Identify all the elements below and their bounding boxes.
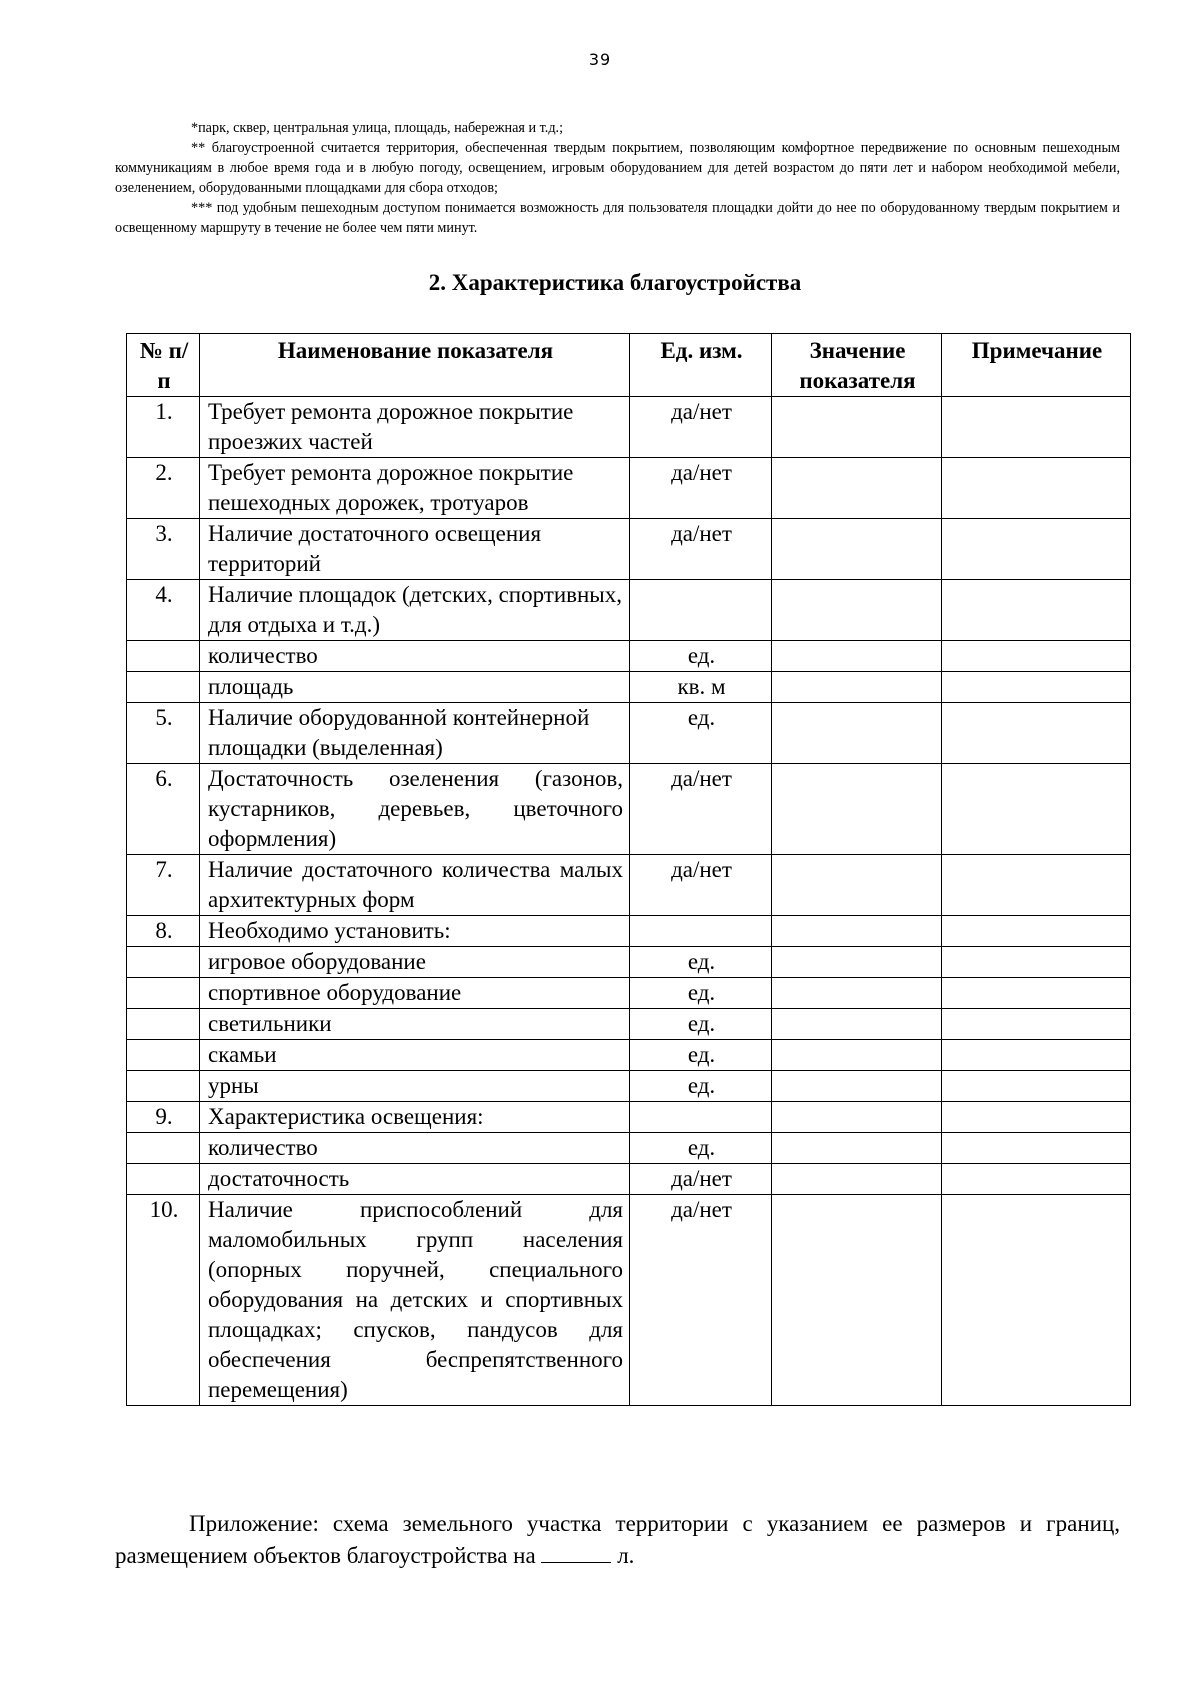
row-unit: да/нет xyxy=(630,855,772,916)
header-unit: Ед. изм. xyxy=(630,334,772,397)
table-row xyxy=(127,519,1131,580)
row-num xyxy=(127,1040,200,1071)
row-unit: да/нет xyxy=(630,519,772,580)
table-row xyxy=(127,1133,1131,1164)
row-name: Требует ремонта дорожное покрытие пешеходных дорожек, тротуаров xyxy=(200,458,630,519)
row-num: 5. xyxy=(127,703,200,764)
appendix-note xyxy=(115,1508,1120,1572)
row-note-cell xyxy=(942,916,1131,947)
table-row xyxy=(127,1009,1131,1040)
footnote-1: *парк, сквер, центральная улица, площадь, набережная и т.д.; xyxy=(191,120,564,136)
row-num: 8. xyxy=(127,916,200,947)
row-num: 2. xyxy=(127,458,200,519)
header-value: Значение показателя xyxy=(772,334,942,397)
row-value-cell xyxy=(772,672,942,703)
row-note-cell xyxy=(942,1071,1131,1102)
row-note-cell xyxy=(942,764,1131,855)
row-value-cell xyxy=(772,1009,942,1040)
table-row xyxy=(127,916,1131,947)
row-unit: да/нет xyxy=(630,458,772,519)
row-value-cell xyxy=(772,855,942,916)
row-note-cell xyxy=(942,672,1131,703)
row-note-cell xyxy=(942,397,1131,458)
row-value-cell xyxy=(772,1102,942,1133)
row-value-cell xyxy=(772,1195,942,1406)
row-num xyxy=(127,978,200,1009)
row-name: Необходимо установить: xyxy=(200,916,630,947)
row-value-cell xyxy=(772,641,942,672)
row-note-cell xyxy=(942,1009,1131,1040)
row-unit xyxy=(630,580,772,641)
row-unit: да/нет xyxy=(630,1164,772,1195)
table-row xyxy=(127,641,1131,672)
row-value-cell xyxy=(772,947,942,978)
row-name: Наличие оборудованной контейнерной площадки (выделенная) xyxy=(200,703,630,764)
row-num xyxy=(127,641,200,672)
row-value-cell xyxy=(772,1133,942,1164)
row-unit: ед. xyxy=(630,1071,772,1102)
page-number: 39 xyxy=(588,50,612,69)
row-note-cell xyxy=(942,1164,1131,1195)
row-name: Наличие достаточного освещения территорий xyxy=(200,519,630,580)
row-num: 10. xyxy=(127,1195,200,1406)
row-name: светильники xyxy=(200,1009,630,1040)
table-row xyxy=(127,1164,1131,1195)
row-note-cell xyxy=(942,978,1131,1009)
row-value-cell xyxy=(772,1164,942,1195)
row-value-cell xyxy=(772,458,942,519)
table-row xyxy=(127,672,1131,703)
row-note-cell xyxy=(942,1102,1131,1133)
row-value-cell xyxy=(772,764,942,855)
row-unit: ед. xyxy=(630,1133,772,1164)
row-value-cell xyxy=(772,1040,942,1071)
row-num: 7. xyxy=(127,855,200,916)
row-name: количество xyxy=(200,641,630,672)
header-num: № п/п xyxy=(127,334,200,397)
footnote-3: *** под удобным пешеходным доступом понимается возможность для пользователя площадки дойти до нее по оборудованному твердым покрытием и освещенному маршруту в течение не более чем пяти минут. xyxy=(115,200,1120,236)
row-name: Наличие площадок (детских, спортивных, для отдыха и т.д.) xyxy=(200,580,630,641)
appendix-suffix: л. xyxy=(617,1543,635,1568)
row-num: 6. xyxy=(127,764,200,855)
row-value-cell xyxy=(772,1071,942,1102)
row-name: Характеристика освещения: xyxy=(200,1102,630,1133)
header-note: Примечание xyxy=(942,334,1131,397)
row-note-cell xyxy=(942,519,1131,580)
row-unit: ед. xyxy=(630,947,772,978)
row-value-cell xyxy=(772,580,942,641)
row-num xyxy=(127,1071,200,1102)
row-value-cell xyxy=(772,397,942,458)
row-note-cell xyxy=(942,458,1131,519)
table-row xyxy=(127,458,1131,519)
row-unit: ед. xyxy=(630,978,772,1009)
row-name: спортивное оборудование xyxy=(200,978,630,1009)
row-note-cell xyxy=(942,703,1131,764)
row-note-cell xyxy=(942,855,1131,916)
row-name: Достаточность озеленения (газонов, кустарников, деревьев, цветочного оформления) xyxy=(200,764,630,855)
row-note-cell xyxy=(942,641,1131,672)
table-row xyxy=(127,855,1131,916)
row-name: скамьи xyxy=(200,1040,630,1071)
table-row xyxy=(127,1102,1131,1133)
row-value-cell xyxy=(772,703,942,764)
row-num xyxy=(127,672,200,703)
row-num: 3. xyxy=(127,519,200,580)
row-unit xyxy=(630,1102,772,1133)
row-unit: ед. xyxy=(630,703,772,764)
sheet-count-blank xyxy=(541,1542,611,1563)
row-name: Наличие достаточного количества малых архитектурных форм xyxy=(200,855,630,916)
row-name: игровое оборудование xyxy=(200,947,630,978)
row-value-cell xyxy=(772,978,942,1009)
row-unit: да/нет xyxy=(630,1195,772,1406)
table-header-row xyxy=(127,334,1131,397)
table-row xyxy=(127,703,1131,764)
row-num: 1. xyxy=(127,397,200,458)
row-unit: ед. xyxy=(630,1040,772,1071)
row-note-cell xyxy=(942,1133,1131,1164)
row-unit: кв. м xyxy=(630,672,772,703)
table-row xyxy=(127,764,1131,855)
row-num xyxy=(127,1009,200,1040)
row-num xyxy=(127,1164,200,1195)
row-name: количество xyxy=(200,1133,630,1164)
table-row xyxy=(127,1071,1131,1102)
row-unit: да/нет xyxy=(630,764,772,855)
footnotes xyxy=(115,118,1120,238)
table-row xyxy=(127,397,1131,458)
appendix-text: Приложение: схема земельного участка территории с указанием ее размеров и границ, размещением объектов благоустройства на xyxy=(115,1511,1120,1568)
row-name: Наличие приспособлений для маломобильных групп населения (опорных поручней, специального оборудования на детских и спортивных площадках; спусков, пандусов для обеспечения беспрепятственного перемещения) xyxy=(200,1195,630,1406)
table-row xyxy=(127,580,1131,641)
row-value-cell xyxy=(772,519,942,580)
row-unit xyxy=(630,916,772,947)
section-title: 2. Характеристика благоустройства xyxy=(428,270,802,295)
row-value-cell xyxy=(772,916,942,947)
footnote-2: ** благоустроенной считается территория, обеспеченная твердым покрытием, позволяющим комфортное передвижение по основным пешеходным коммуникациям в любое время года и в любую погоду, освещением, игровым оборудованием для детей возрастом до пяти лет и набором необходимой мебели, озеленением, оборудованными площадками для сбора отходов; xyxy=(115,140,1120,196)
table-row xyxy=(127,947,1131,978)
table-row xyxy=(127,1040,1131,1071)
table-row xyxy=(127,978,1131,1009)
row-num: 9. xyxy=(127,1102,200,1133)
row-num: 4. xyxy=(127,580,200,641)
row-unit: да/нет xyxy=(630,397,772,458)
characteristics-table xyxy=(126,333,1131,1406)
row-unit: ед. xyxy=(630,1009,772,1040)
row-note-cell xyxy=(942,580,1131,641)
row-num xyxy=(127,947,200,978)
row-note-cell xyxy=(942,947,1131,978)
table-row xyxy=(127,1195,1131,1406)
row-unit: ед. xyxy=(630,641,772,672)
row-note-cell xyxy=(942,1040,1131,1071)
row-name: площадь xyxy=(200,672,630,703)
row-name: достаточность xyxy=(200,1164,630,1195)
row-note-cell xyxy=(942,1195,1131,1406)
row-name: Требует ремонта дорожное покрытие проезжих частей xyxy=(200,397,630,458)
header-name: Наименование показателя xyxy=(200,334,630,397)
row-name: урны xyxy=(200,1071,630,1102)
row-num xyxy=(127,1133,200,1164)
